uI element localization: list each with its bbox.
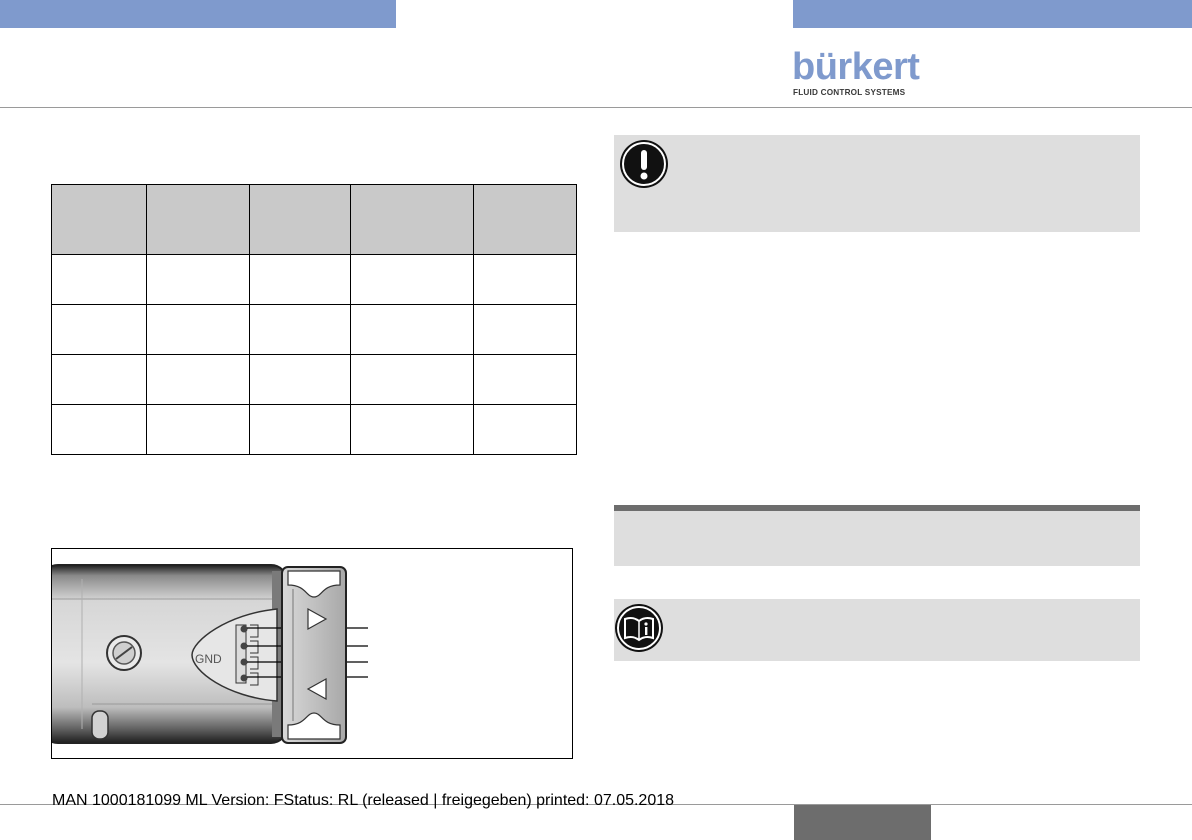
table-header-cell: [474, 185, 577, 255]
burkert-logo: [792, 48, 922, 100]
table-header-cell: [52, 185, 147, 255]
pin-3: [241, 659, 248, 666]
table-cell: [249, 255, 351, 305]
device-figure: [51, 548, 573, 759]
table-cell: [52, 305, 147, 355]
table-cell: [146, 305, 249, 355]
table-header-cell: [351, 185, 474, 255]
cable-gland: [107, 636, 141, 670]
header-divider: [0, 107, 1192, 108]
table-cell: [474, 405, 577, 455]
table-row: [52, 255, 577, 305]
header-bar-right: [793, 0, 1192, 28]
table-row: [52, 305, 577, 355]
table-cell: [474, 255, 577, 305]
device-illustration: [52, 549, 572, 758]
table-header-row: [52, 185, 577, 255]
pin-1: [241, 626, 248, 633]
table-cell: [146, 255, 249, 305]
table-header-cell: [146, 185, 249, 255]
logo-tagline: FLUID CONTROL SYSTEMS: [793, 88, 906, 97]
info-notice-box: [614, 599, 1140, 661]
book-info-icon: [615, 604, 663, 652]
table-cell: [351, 405, 474, 455]
table-cell: [249, 305, 351, 355]
table-cell: [52, 405, 147, 455]
gnd-label: GND: [195, 652, 222, 666]
pin-2: [241, 643, 248, 650]
table-cell: [52, 355, 147, 405]
table-row: [52, 405, 577, 455]
table-cell: [351, 355, 474, 405]
data-table: [51, 184, 577, 455]
device-latch: [92, 711, 108, 739]
table-cell: [474, 305, 577, 355]
table-cell: [249, 355, 351, 405]
table-cell: [351, 255, 474, 305]
table-cell: [146, 355, 249, 405]
warning-notice-box: [614, 135, 1140, 232]
pin-4: [241, 675, 248, 682]
header-bar-left: [0, 0, 396, 28]
footer-document-info: MAN 1000181099 ML Version: FStatus: RL (released | freigegeben) printed: 07.05.2018: [52, 792, 675, 809]
table-cell: [474, 355, 577, 405]
table-cell: [146, 405, 249, 455]
table-cell: [52, 255, 147, 305]
table-header-cell: [249, 185, 351, 255]
mounting-bracket: [282, 567, 346, 743]
page-number-tab: [794, 805, 931, 840]
table-cell: [351, 305, 474, 355]
section-heading-box: [614, 505, 1140, 566]
logo-wordmark: bürkert: [792, 46, 920, 88]
table-cell: [249, 405, 351, 455]
exclamation-icon: [620, 140, 668, 188]
table-row: [52, 355, 577, 405]
